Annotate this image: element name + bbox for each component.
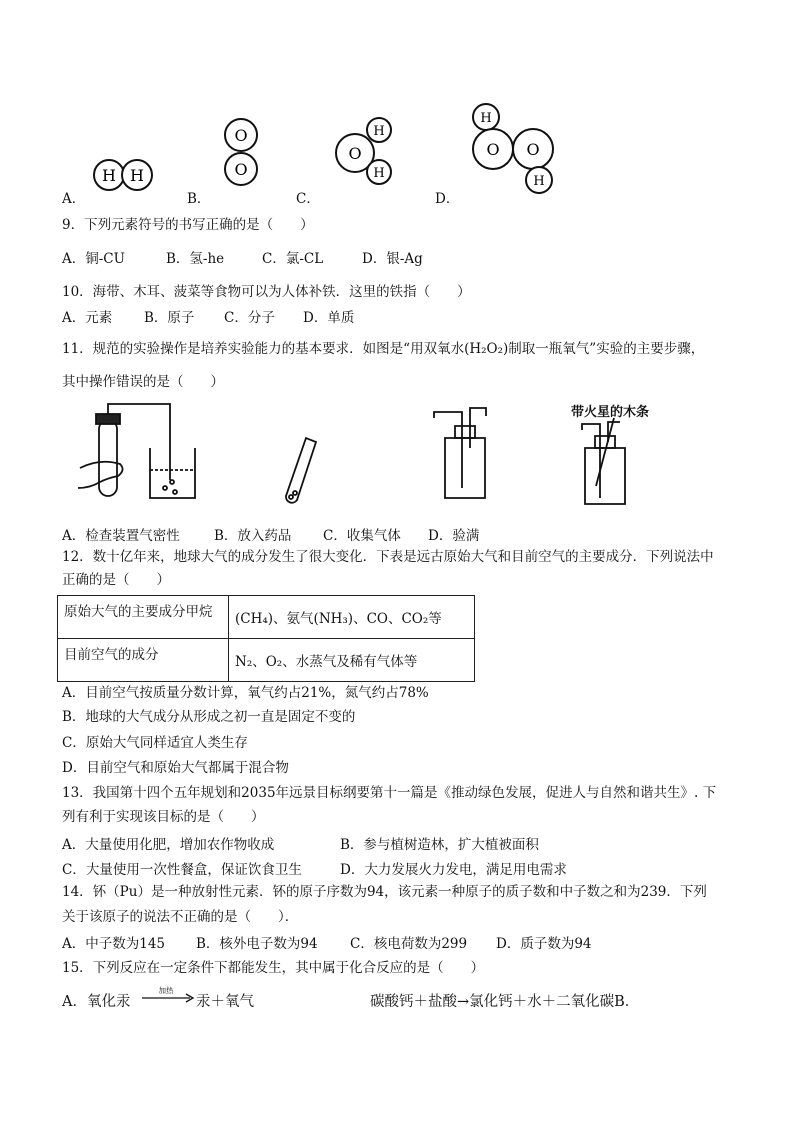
q11-stem-part1: 11．规范的实验操作是培养实验能力的基本要求．如图是“用双氧水	[62, 341, 465, 357]
heating-arrow	[140, 984, 196, 1008]
q8-label-d: D．	[435, 191, 460, 207]
q11-option-d: D．验满	[428, 528, 480, 544]
table-cell-head: 目前空气的成分	[58, 639, 229, 682]
q13-stem-line1: 13．我国第十四个五年规划和2035年远景目标纲要第十一篇是《推动绿色发展，促进人与自然和谐共生》. 下	[62, 785, 717, 801]
q12-option-a: A．目前空气按质量分数计算，氧气约占21%，氮气约占78%	[62, 685, 429, 701]
q13-stem-line2: 列有利于实现该目标的是（ ）	[62, 809, 265, 825]
q15-option-a-left: A．氧化汞	[62, 994, 131, 1010]
q12-option-d: D．目前空气和原始大气都属于混合物	[62, 760, 289, 776]
q11-apparatus-figures	[0, 398, 794, 518]
q9-option-b: B．氢-he	[166, 251, 225, 267]
table-row	[58, 639, 475, 682]
q10-option-b: B．原子	[144, 310, 195, 326]
q12-stem-line2: 正确的是（ ）	[62, 572, 170, 588]
atom-o: O	[348, 144, 362, 163]
apparatus-airtightness-check	[78, 404, 195, 498]
q13-option-c: C．大量使用一次性餐盒，保证饮食卫生	[62, 862, 302, 878]
atom-o: O	[526, 140, 540, 159]
q15-option-b: 碳酸钙＋盐酸→氯化钙＋水＋二氧化碳B．	[370, 994, 640, 1010]
q10-option-a: A．元素	[62, 310, 113, 326]
atmosphere-comparison-table	[57, 595, 475, 682]
table-row	[58, 596, 475, 639]
q11-option-b: B．放入药品	[214, 528, 292, 544]
q11-option-a: A．检查装置气密性	[62, 528, 180, 544]
q14-option-b: B．核外电子数为94	[196, 936, 318, 952]
atom-o: O	[486, 140, 500, 159]
molecule-d-h2o2	[473, 104, 553, 193]
heating-condition: 加热	[158, 986, 174, 995]
molecule-b-o2	[225, 119, 257, 185]
q10-stem: 10．海带、木耳、菠菜等食物可以为人体补铁．这里的铁指（ ）	[62, 284, 471, 300]
q11-option-c: C．收集气体	[323, 528, 401, 544]
apparatus-add-reagent	[286, 438, 316, 503]
atom-h: H	[130, 166, 144, 185]
q8-molecule-figures	[0, 95, 794, 205]
q11-stem-part2: 制取一瓶氧气”实验的主要步骤，	[508, 341, 705, 357]
q15-option-a-right: 汞＋氧气	[196, 994, 254, 1010]
atom-h: H	[102, 166, 116, 185]
q11-formula: (H₂O₂)	[464, 341, 509, 357]
q15-stem: 15．下列反应在一定条件下都能发生，其中属于化合反应的是（ ）	[62, 960, 485, 976]
q14-option-d: D．质子数为94	[496, 936, 592, 952]
atom-o: O	[234, 126, 248, 145]
q10-option-d: D．单质	[303, 310, 355, 326]
q12-option-c: C．原始大气同样适宜人类生存	[62, 735, 248, 751]
q11-stem-line2: 其中操作错误的是（ ）	[62, 374, 224, 390]
atom-o: O	[234, 160, 248, 179]
apparatus-check-full	[582, 418, 625, 504]
q12-stem-line1: 12．数十亿年来，地球大气的成分发生了很大变化．下表是远古原始大气和目前空气的主要成分．下列说法中	[62, 549, 714, 565]
q12-option-b: B．地球的大气成分从形成之初一直是固定不变的	[62, 709, 356, 725]
molecule-c-h2o	[336, 118, 391, 184]
q14-option-c: C．核电荷数为299	[350, 936, 468, 952]
q14-option-a: A．中子数为145	[62, 936, 166, 952]
atom-h: H	[480, 111, 492, 126]
table-cell-value: (CH₄)、氨气(NH₃)、CO、CO₂等	[229, 596, 475, 639]
glowing-splint-label: 带火星的木条	[571, 405, 650, 420]
q8-label-a: A．	[62, 191, 86, 207]
q13-option-b: B．参与植树造林，扩大植被面积	[340, 837, 539, 853]
table-cell-value: N₂、O₂、水蒸气及稀有气体等	[229, 639, 475, 682]
q9-stem: 9．下列元素符号的书写正确的是（ ）	[62, 217, 314, 233]
molecule-a-h2	[94, 160, 152, 190]
atom-h: H	[373, 166, 385, 181]
atom-h: H	[373, 124, 385, 139]
apparatus-collect-gas	[434, 408, 486, 498]
q8-label-b: B．	[187, 191, 211, 207]
q14-stem-line2: 关于该原子的说法不正确的是（ ）．	[62, 909, 299, 925]
table-cell-head: 原始大气的主要成分甲烷	[58, 596, 229, 639]
atom-h: H	[533, 174, 545, 189]
q8-label-c: C．	[296, 191, 320, 207]
q11-stem	[62, 339, 704, 359]
q9-option-d: D．银-Ag	[362, 251, 423, 267]
q9-option-c: C．氯-CL	[262, 251, 324, 267]
q9-option-a: A．铜-CU	[62, 251, 126, 267]
q10-option-c: C．分子	[224, 310, 275, 326]
q13-option-a: A．大量使用化肥，增加农作物收成	[62, 837, 275, 853]
q13-option-d: D．大力发展火力发电，满足用电需求	[340, 862, 567, 878]
q14-stem-line1: 14．钚（Pu）是一种放射性元素．钚的原子序数为94，该元素一种原子的质子数和中子数之和为239．下列	[62, 884, 707, 900]
